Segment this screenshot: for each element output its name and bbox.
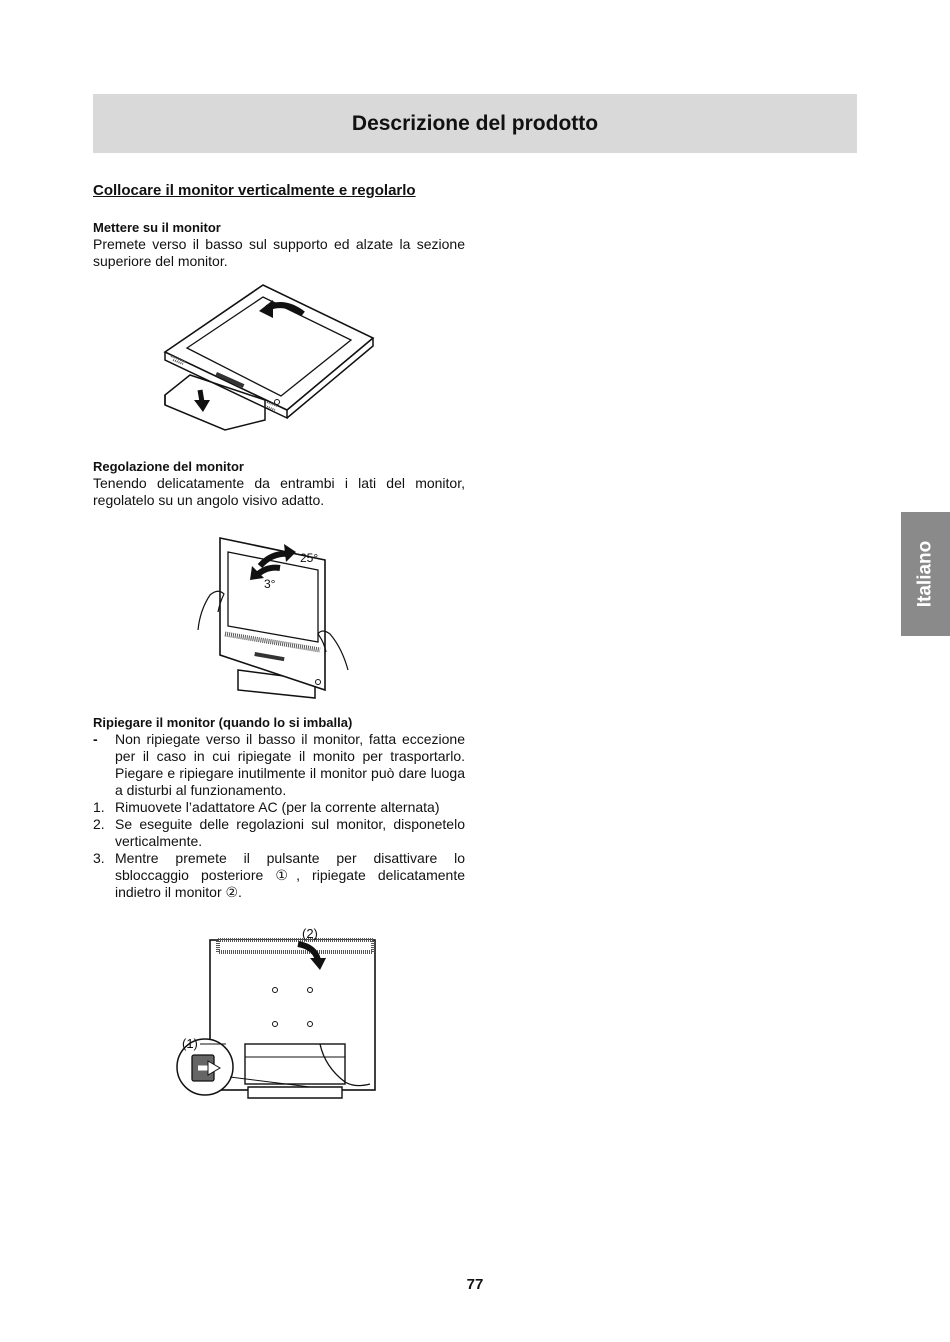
raise-heading: Mettere su il monitor (93, 220, 221, 235)
list-item (93, 850, 465, 901)
raise-monitor-illustration (155, 280, 385, 440)
raise-text: Premete verso il basso sul supporto ed alzate la sezione superiore del monitor. (93, 236, 465, 269)
list-text: Se eseguite delle regolazioni sul monitor, disponetelo verticalmente. (115, 816, 465, 849)
list-item (93, 816, 465, 850)
fold-heading: Ripiegare il monitor (quando lo si imballa) (93, 715, 353, 730)
list-text: Rimuovete l’adattatore AC (per la corrente alternata) (115, 799, 440, 815)
section-title: Collocare il monitor verticalmente e regolarlo (93, 182, 416, 199)
fold-steps (93, 731, 465, 901)
callout-2: (2) (302, 926, 318, 941)
adjust-heading: Regolazione del monitor (93, 459, 244, 474)
angle-up-label: 25° (300, 551, 319, 565)
fold-monitor-illustration (170, 922, 385, 1107)
page-title: Descrizione del prodotto (351, 111, 599, 135)
list-marker: 1. (93, 799, 105, 815)
list-text: Mentre premete il pulsante per disattivare lo sbloccaggio posteriore ①, ripiegate delicatamente indietro il monitor ②. (115, 850, 465, 900)
language-tab (901, 512, 950, 636)
angle-down-label: 3° (264, 577, 276, 591)
list-marker: - (93, 731, 98, 747)
list-item (93, 799, 465, 816)
list-item (93, 731, 465, 799)
callout-1: (1) (182, 1036, 198, 1051)
page-number: 77 (466, 1276, 484, 1293)
title-band (93, 94, 857, 153)
list-marker: 2. (93, 816, 105, 832)
adjust-angle-illustration (190, 530, 360, 705)
language-tab-label: Italiano (914, 540, 936, 608)
list-text: Non ripiegate verso il basso il monitor, fatta eccezione per il caso in cui ripiegate il monito per trasportarlo. Piegare e ripiegare inutilmente il monitor può dare luoga a disturbi al funzionamento. (115, 731, 465, 798)
adjust-text: Tenendo delicatamente da entrambi i lati del monitor, regolatelo su un angolo visivo adatto. (93, 475, 465, 508)
list-marker: 3. (93, 850, 105, 866)
